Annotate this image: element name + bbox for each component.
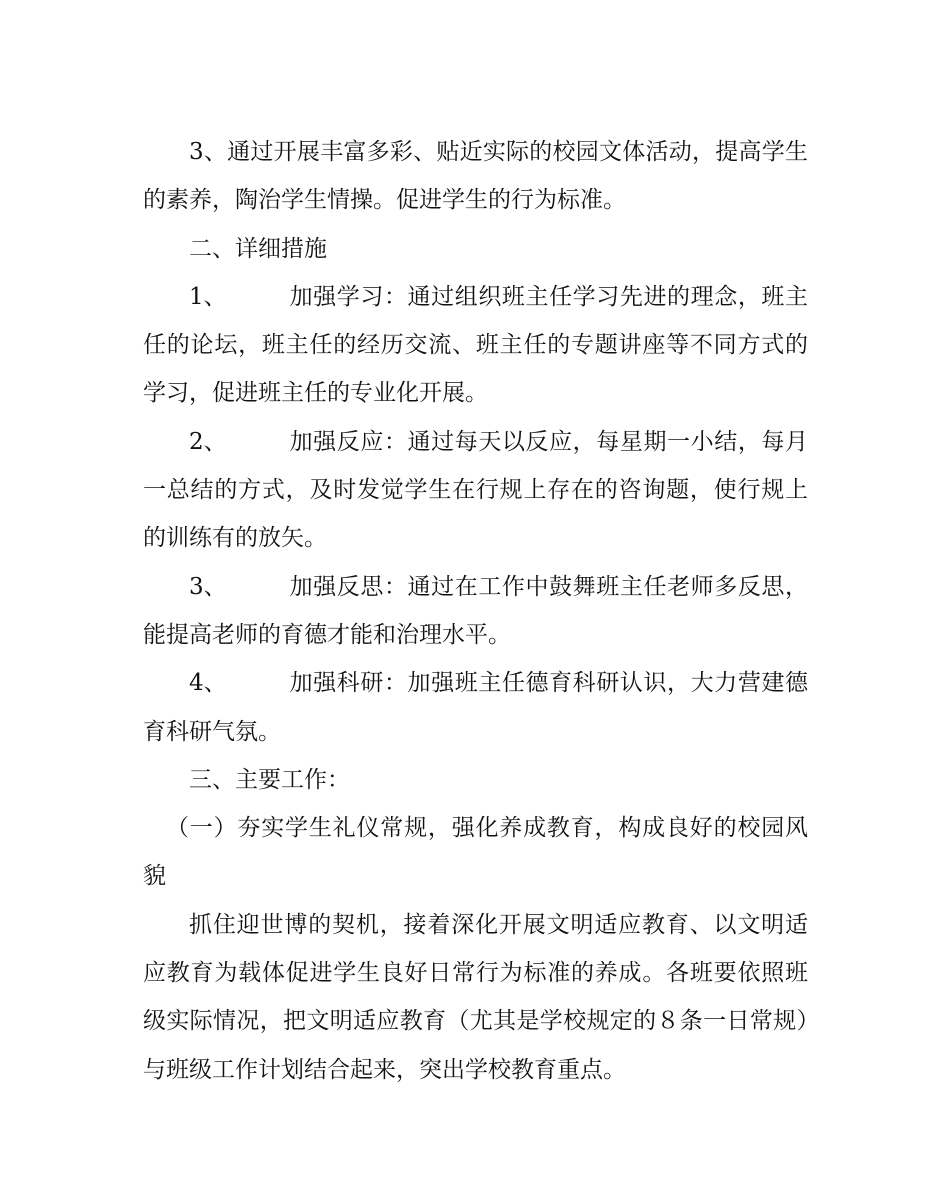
heading-text: 三、主要工作：: [189, 766, 350, 793]
paragraph-measure-4: [143, 659, 808, 756]
paragraph-measure-1: [143, 273, 808, 418]
heading-text: （一）夯实学生礼仪常规，强化养成教育，构成良好的校园风貌: [143, 815, 808, 890]
paragraph-text: 加强科研：加强班主任德育科研认识，大力营建德育科研气氛。: [143, 670, 808, 745]
paragraph-measure-2: [143, 418, 808, 563]
document-body: [143, 128, 808, 1094]
subsection-heading-etiquette: [143, 804, 808, 901]
item-number: 2、: [189, 428, 227, 455]
item-number: 1、: [189, 283, 227, 310]
item-number: 4、: [189, 670, 227, 697]
section-heading-measures: [143, 225, 808, 273]
paragraph-text: 抓住迎世博的契机，接着深化开展文明适应教育、以文明适应教育为载体促进学生良好日常行为标准的养成。各班要依照班级实际情况，把文明适应教育（尤其是学校规定的８条一日常规）与班级工作计划结合起来，突出学校教育重点。: [143, 911, 808, 1083]
item-number: 3、: [189, 573, 227, 600]
paragraph-goal-3: [143, 128, 808, 225]
section-heading-main-work: [143, 756, 808, 804]
paragraph-text: 加强学习：通过组织班主任学习先进的理念，班主任的论坛，班主任的经历交流、班主任的专题讲座等不同方式的学习，促进班主任的专业化开展。: [143, 283, 808, 407]
heading-text: 二、详细措施: [189, 235, 327, 262]
paragraph-text: 3、通过开展丰富多彩、贴近实际的校园文体活动，提高学生的素养，陶治学生情操。促进学生的行为标准。: [143, 139, 808, 214]
paragraph-expo-opportunity: [143, 901, 808, 1094]
paragraph-text: 加强反思：通过在工作中鼓舞班主任老师多反思，能提高老师的育德才能和治理水平。: [143, 573, 808, 648]
paragraph-measure-3: [143, 563, 808, 660]
paragraph-text: 加强反应：通过每天以反应，每星期一小结，每月一总结的方式，及时发觉学生在行规上存在的咨询题，使行规上的训练有的放矢。: [143, 428, 808, 552]
